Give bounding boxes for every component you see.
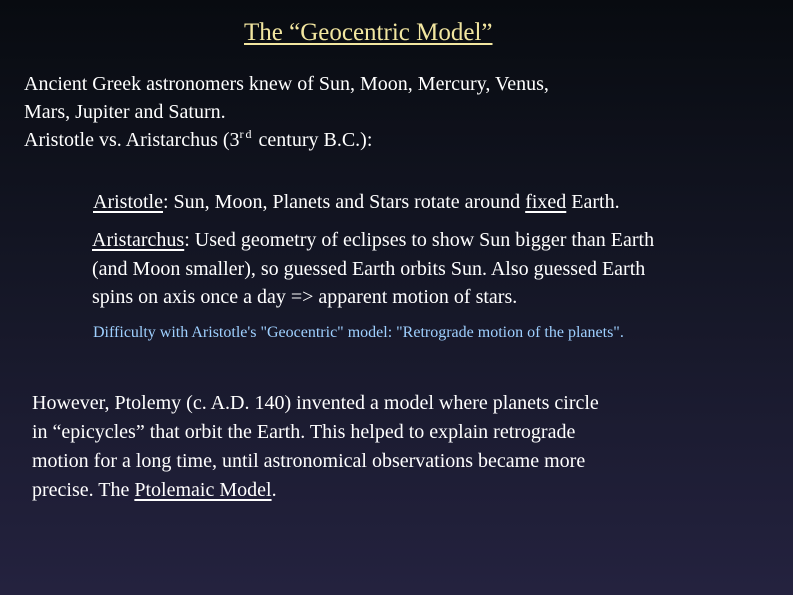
slide-title: The “Geocentric Model” bbox=[244, 19, 493, 46]
aristotle-line bbox=[93, 188, 783, 216]
aristotle-name: Aristotle bbox=[93, 191, 163, 213]
ptolemy-line: in “epicycles” that orbit the Earth. This helped to explain retrograde bbox=[32, 421, 576, 443]
aristarchus-line bbox=[92, 226, 782, 255]
aristotle-text: : Sun, Moon, Planets and Stars rotate around bbox=[163, 191, 526, 213]
intro-line bbox=[24, 126, 724, 154]
aristotle-paragraph bbox=[93, 188, 783, 216]
aristotle-text: Earth. bbox=[566, 191, 620, 213]
ptolemy-line bbox=[32, 476, 752, 505]
aristarchus-paragraph bbox=[92, 226, 782, 312]
ptolemy-text: precise. The bbox=[32, 479, 135, 501]
intro-line: Ancient Greek astronomers knew of Sun, Moon, Mercury, Venus, bbox=[24, 73, 549, 95]
intro-line: Mars, Jupiter and Saturn. bbox=[24, 101, 226, 123]
aristarchus-line: spins on axis once a day => apparent motion of stars. bbox=[92, 286, 518, 308]
fixed-word: fixed bbox=[525, 191, 567, 213]
intro-line-text: century B.C.): bbox=[253, 129, 373, 151]
ordinal-suffix: rd bbox=[239, 127, 254, 141]
ptolemaic-model-link[interactable]: Ptolemaic Model bbox=[134, 479, 272, 501]
ptolemy-paragraph bbox=[32, 389, 752, 505]
difficulty-note: Difficulty with Aristotle's "Geocentric" model: "Retrograde motion of the planets". bbox=[93, 324, 624, 341]
ptolemy-text: . bbox=[271, 479, 277, 501]
ptolemy-line: However, Ptolemy (c. A.D. 140) invented a model where planets circle bbox=[32, 392, 599, 414]
aristarchus-text: : Used geometry of eclipses to show Sun bigger than Earth bbox=[184, 229, 655, 251]
intro-paragraph bbox=[24, 70, 724, 154]
aristarchus-name: Aristarchus bbox=[92, 229, 185, 251]
intro-line-text: Aristotle vs. Aristarchus (3 bbox=[24, 129, 240, 151]
ptolemy-line: motion for a long time, until astronomical observations became more bbox=[32, 450, 586, 472]
aristarchus-line: (and Moon smaller), so guessed Earth orbits Sun. Also guessed Earth bbox=[92, 257, 646, 280]
